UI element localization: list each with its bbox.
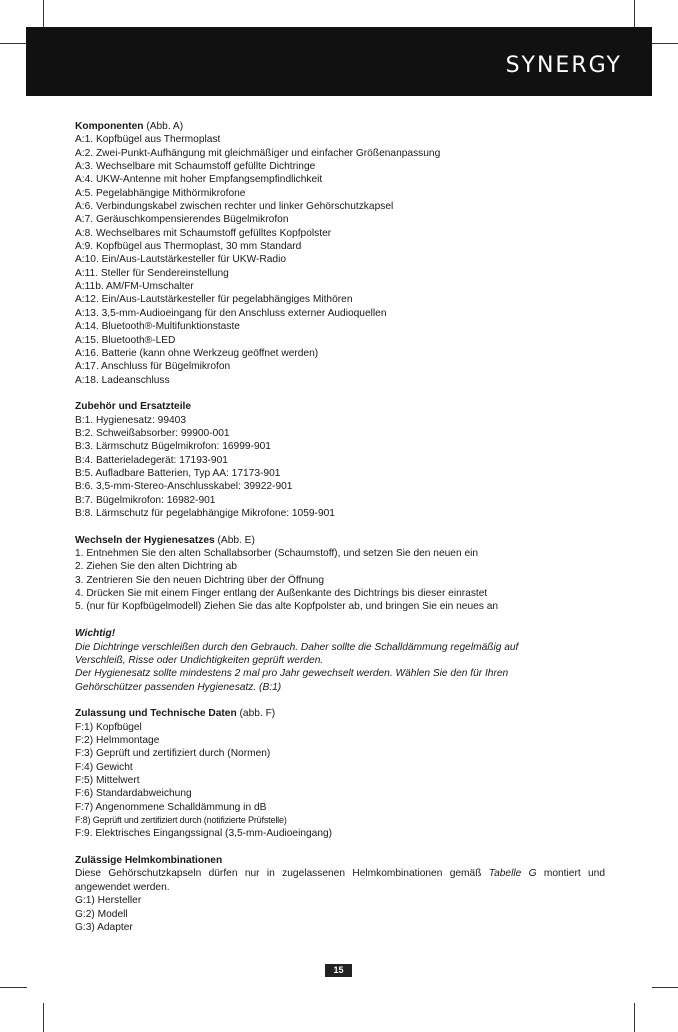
list-item: 4. Drücken Sie mit einem Finger entlang der Außenkante des Dichtrings bis dieser einrastet — [75, 588, 488, 600]
list-item: F:7) Angenommene Schalldämmung in dB — [75, 801, 267, 813]
crop-mark-top-left-v — [43, 0, 44, 27]
list-item: A:5. Pegelabhängige Mithörmikrofone — [75, 187, 246, 199]
section-wichtig — [75, 627, 605, 694]
crop-mark-bottom-right-h — [652, 987, 678, 988]
section-heading: Zulässige Helmkombinationen — [75, 855, 223, 867]
list-item: A:4. UKW-Antenne mit hoher Empfangsempfindlichkeit — [75, 174, 323, 186]
heading-ref: (Abb. A) — [143, 121, 184, 132]
list-item: A:14. Bluetooth®-Multifunktionstaste — [75, 321, 240, 333]
wechseln-list — [75, 547, 605, 614]
crop-mark-bottom-right-v — [634, 1003, 635, 1032]
list-item: Der Hygienesatz sollte mindestens 2 mal pro Jahr gewechselt werden. Wählen Sie den für Ihren — [75, 668, 509, 680]
list-item: B:7. Bügelmikrofon: 16982-901 — [75, 494, 216, 506]
crop-mark-top-left-h — [0, 43, 27, 44]
helm-text: montiert und angewendet werden. — [75, 868, 606, 893]
crop-mark-bottom-left-h — [0, 987, 27, 988]
list-item: Verschleiß, Risse oder Undichtigkeiten geprüft werden. — [75, 654, 324, 666]
list-item: F:3) Geprüft und zertifiziert durch (Normen) — [75, 748, 271, 760]
section-helm — [75, 854, 605, 934]
helm-list — [75, 894, 605, 934]
helm-paragraph — [75, 867, 605, 894]
zubehoer-list — [75, 414, 605, 521]
list-item: G:3) Adapter — [75, 921, 133, 933]
list-item: B:1. Hygienesatz: 99403 — [75, 414, 187, 426]
list-item: A:8. Wechselbares mit Schaumstoff gefülltes Kopfpolster — [75, 227, 332, 239]
crop-mark-top-right-h — [652, 43, 678, 44]
list-item: A:18. Ladeanschluss — [75, 374, 170, 386]
list-item: F:9. Elektrisches Eingangssignal (3,5-mm-Audioeingang) — [75, 828, 333, 840]
page-content — [75, 120, 605, 948]
list-item: A:7. Geräuschkompensierendes Bügelmikrofon — [75, 214, 289, 226]
zulassung-list — [75, 721, 605, 814]
wichtig-title: Wichtig! — [75, 628, 116, 640]
list-item: Gehörschützer passenden Hygienesatz. (B:1) — [75, 681, 282, 693]
list-item: B:8. Lärmschutz für pegelabhängige Mikrofone: 1059-901 — [75, 508, 335, 520]
list-item: 5. (nur für Kopfbügelmodell) Ziehen Sie das alte Kopfpolster ab, und bringen Sie ein neues an — [75, 601, 499, 613]
heading-ref: (Abb. E) — [214, 534, 255, 546]
section-wechseln — [75, 534, 605, 614]
list-item: 3. Zentrieren Sie den neuen Dichtring über der Öffnung — [75, 574, 324, 586]
list-item: A:2. Zwei-Punkt-Aufhängung mit gleichmäßiger und einfacher Größenanpassung — [75, 147, 441, 159]
list-item: A:11b. AM/FM-Umschalter — [75, 281, 194, 293]
list-item: A:6. Verbindungskabel zwischen rechter und linker Gehörschutzkapsel — [75, 201, 394, 213]
list-item: A:15. Bluetooth®-LED — [75, 334, 176, 346]
list-item: Die Dichtringe verschleißen durch den Gebrauch. Daher sollte die Schalldämmung regelmäßig auf — [75, 641, 519, 653]
list-item: A:17. Anschluss für Bügelmikrofon — [75, 361, 231, 373]
list-item: B:6. 3,5-mm-Stereo-Anschlusskabel: 39922-901 — [75, 481, 293, 493]
list-item: F:4) Gewicht — [75, 761, 133, 773]
list-item: 1. Entnehmen Sie den alten Schallabsorber (Schaumstoff), und setzen Sie den neuen ein — [75, 548, 479, 560]
section-heading — [75, 707, 605, 720]
list-item: F:8) Geprüft und zertifiziert durch (notifizierte Prüfstelle) — [75, 815, 287, 826]
heading-title: Komponenten — [75, 121, 144, 132]
helm-text: Diese Gehörschutzkapseln dürfen nur in zugelassenen Helmkombinationen gemäß — [75, 868, 489, 880]
crop-mark-bottom-left-v — [43, 1003, 44, 1032]
list-item: B:5. Aufladbare Batterien, Typ AA: 17173-901 — [75, 467, 281, 479]
list-item: F:5) Mittelwert — [75, 775, 140, 787]
list-item: A:1. Kopfbügel aus Thermoplast — [75, 134, 221, 146]
list-item: G:1) Hersteller — [75, 895, 142, 907]
list-item: A:16. Batterie (kann ohne Werkzeug geöffnet werden) — [75, 347, 319, 359]
crop-mark-top-right-v — [634, 0, 635, 27]
list-item: F:1) Kopfbügel — [75, 721, 142, 733]
list-item: A:10. Ein/Aus-Lautstärkesteller für UKW-Radio — [75, 254, 287, 266]
list-item: A:13. 3,5-mm-Audioeingang für den Anschluss externer Audioquellen — [75, 307, 387, 319]
page-number: 15 — [325, 964, 352, 977]
section-komponenten — [75, 120, 605, 387]
list-item: B:3. Lärmschutz Bügelmikrofon: 16999-901 — [75, 441, 271, 453]
komponenten-list — [75, 133, 605, 387]
list-item: B:2. Schweißabsorber: 99900-001 — [75, 427, 230, 439]
list-item: A:3. Wechselbare mit Schaumstoff gefüllte Dichtringe — [75, 161, 316, 173]
heading-title: Wechseln der Hygienesatzes — [75, 534, 215, 546]
list-item: F:6) Standardabweichung — [75, 788, 192, 800]
list-item: A:11. Steller für Sendereinstellung — [75, 267, 229, 279]
wichtig-text — [75, 641, 605, 694]
heading-ref: (abb. F) — [236, 708, 276, 720]
section-zubehoer — [75, 400, 605, 520]
section-heading — [75, 120, 605, 133]
list-item: A:12. Ein/Aus-Lautstärkesteller für pegelabhängiges Mithören — [75, 294, 353, 306]
section-zulassung — [75, 707, 605, 840]
section-heading: Zubehör und Ersatzteile — [75, 401, 192, 413]
heading-title: Zulassung und Technische Daten — [75, 708, 237, 720]
section-heading — [75, 534, 605, 547]
list-item: G:2) Modell — [75, 908, 128, 920]
list-item: B:4. Batterieladegerät: 17193-901 — [75, 454, 228, 466]
brand-logo: SYNERGY — [505, 53, 622, 78]
helm-table-ref: Tabelle G — [488, 868, 537, 880]
list-item: A:9. Kopfbügel aus Thermoplast, 30 mm Standard — [75, 241, 302, 253]
list-item: 2. Ziehen Sie den alten Dichtring ab — [75, 561, 237, 573]
list-item: F:2) Helmmontage — [75, 735, 160, 746]
